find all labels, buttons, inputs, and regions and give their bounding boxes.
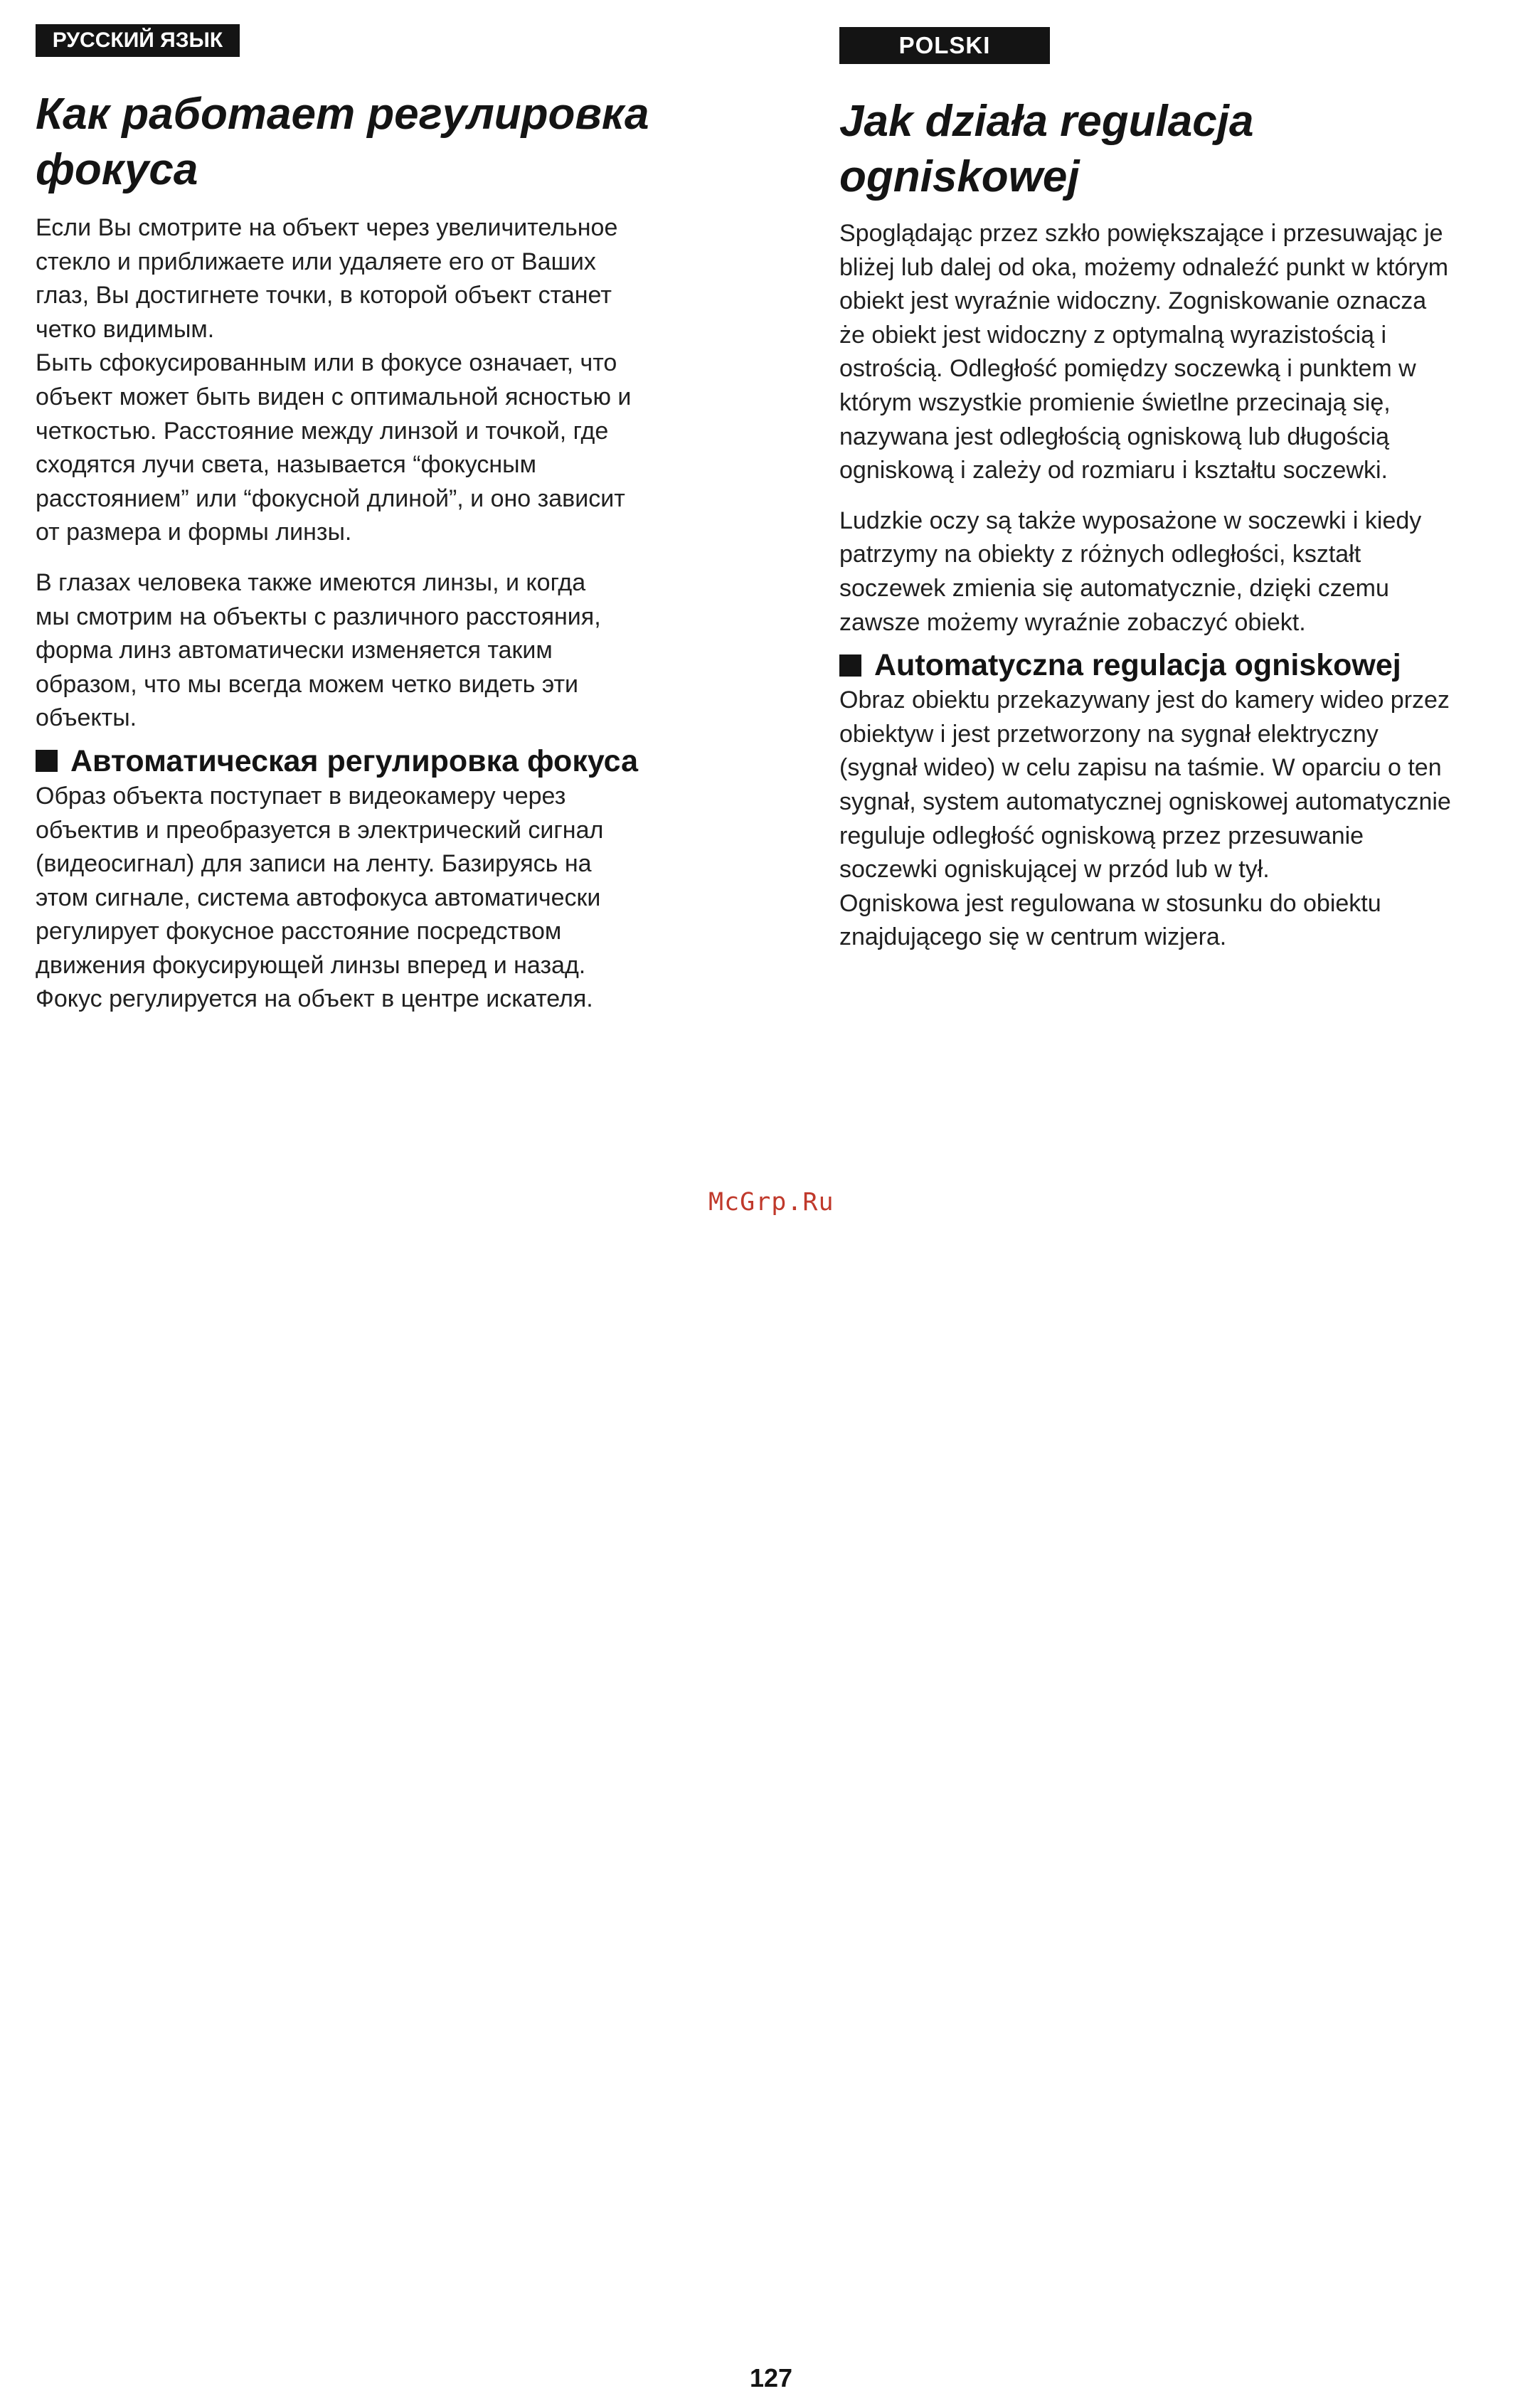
text-line: że obiekt jest widoczny z optymalną wyrazistością i [839,321,1387,349]
polish-section-heading-text: Automatyczna regulacja ogniskowej [874,648,1401,683]
text-line: стекло и приближаете или удаляете его от Ваших [36,248,596,275]
text-line: Быть сфокусированным или в фокусе означает, что [36,349,617,377]
text-line: obiekt jest wyraźnie widoczny. Zogniskowanie oznacza [839,287,1427,315]
bullet-square-icon [839,654,861,677]
russian-title [36,87,718,198]
russian-language-tab: РУССКИЙ ЯЗЫК [36,24,240,57]
polish-language-tab: POLSKI [839,27,1050,64]
watermark: McGrp.Ru [708,1188,834,1216]
text-line: объектив и преобразуется в электрический сигнал [36,816,604,844]
text-line: образом, что мы всегда можем четко видеть эти [36,670,579,698]
text-line: объект может быть виден с оптимальной ясностью и [36,383,632,410]
text-line: регулирует фокусное расстояние посредством [36,918,562,945]
text-line: В глазах человека также имеются линзы, и когда [36,568,586,596]
text-line: obiektyw i jest przetworzony na sygnał elektryczny [839,720,1379,748]
text-line: soczewki ogniskującej w przód lub w tył. [839,856,1270,884]
text-line: (sygnał wideo) w celu zapisu na taśmie. W oparciu o ten [839,754,1442,782]
text-line: znajdującego się w centrum wizjera. [839,923,1227,951]
polish-title [839,94,1522,205]
text-line: расстоянием” или “фокусной длиной”, и оно зависит [36,484,625,512]
text-line: сходятся лучи света, называется “фокусным [36,451,536,479]
text-line: четко видимым. [36,315,215,343]
russian-section-heading [36,743,718,780]
russian-title-line1: Как работает регулировка [36,90,649,139]
text-line: объекты. [36,704,137,732]
text-line: którym wszystkie promienie świetlne przecinają się, [839,388,1391,416]
page-number: 127 [750,2363,793,2392]
text-line: bliżej lub dalej od oka, możemy odnaleźć punkt w którym [839,253,1449,281]
text-line: мы смотрим на объекты с различного расстояния, [36,603,601,630]
text-line: reguluje odległość ogniskową przez przesuwanie [839,822,1364,849]
text-line: четкостью. Расстояние между линзой и точкой, где [36,417,609,445]
text-line: patrzymy na obiekty z różnych odległości, kształt [839,541,1361,568]
polish-title-line1: Jak działa regulacja [839,97,1254,146]
text-line: Образ объекта поступает в видеокамеру через [36,782,566,810]
polish-paragraph-2 [839,504,1522,640]
text-line: sygnał, system automatycznej ogniskowej automatycznie [839,788,1451,815]
text-line: zawsze możemy wyraźnie zobaczyć obiekt. [839,608,1306,636]
text-line: Если Вы смотрите на объект через увеличительное [36,214,618,241]
text-line: от размера и формы линзы. [36,519,352,546]
text-line: (видеосигнал) для записи на ленту. Базируясь на [36,850,592,878]
text-line: soczewek zmienia się automatycznie, dzięki czemu [839,574,1389,602]
text-line: ostrością. Odległość pomiędzy soczewką i punktem w [839,355,1416,383]
text-line: Obraz obiektu przekazywany jest do kamery wideo przez [839,687,1450,714]
text-line: ogniskową i zależy od rozmiaru i kształtu soczewki. [839,457,1388,484]
text-line: движения фокусирующей линзы вперед и назад. [36,951,586,979]
russian-title-line2: фокуса [36,145,198,194]
polish-paragraph-1 [839,217,1522,488]
text-line: этом сигнале, система автофокуса автоматически [36,884,601,911]
russian-section-heading-text: Автоматическая регулировка фокуса [70,743,639,778]
russian-body [36,211,718,1017]
text-line: Ludzkie oczy są także wyposażone w soczewki i kiedy [839,507,1422,534]
text-line: глаз, Вы достигнете точки, в которой объект станет [36,282,612,309]
text-line: nazywana jest odległością ogniskową lub długością [839,423,1390,450]
russian-paragraph-2 [36,566,718,736]
polish-body [839,217,1522,955]
text-line: Spoglądając przez szkło powiększające i przesuwając je [839,220,1443,247]
text-line: Ogniskowa jest regulowana w stosunku do obiektu [839,889,1381,917]
bullet-square-icon [36,750,58,772]
text-line: Фокус регулируется на объект в центре искателя. [36,985,593,1013]
polish-section-heading [839,647,1522,684]
polish-title-line2: ogniskowej [839,152,1080,201]
russian-paragraph-1 [36,211,718,550]
text-line: форма линз автоматически изменяется таким [36,637,553,664]
russian-paragraph-3 [36,780,718,1017]
polish-paragraph-3 [839,684,1522,955]
